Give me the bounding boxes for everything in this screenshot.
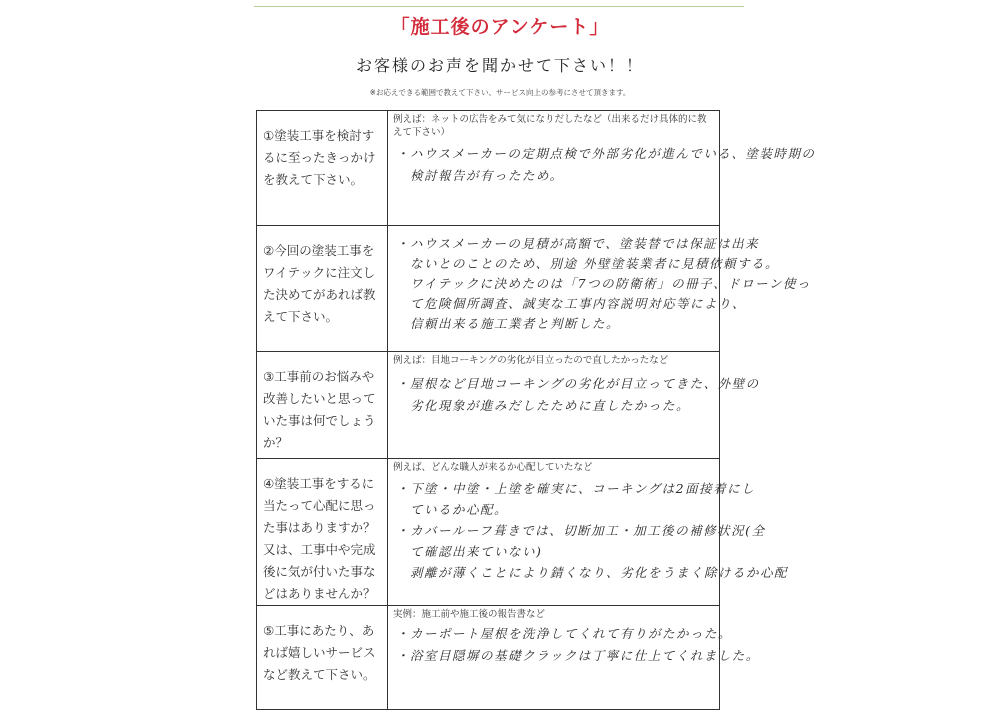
answer-line: ・ハウスメーカーの見積が高額で、塗装替では保証は出来 [396, 236, 760, 251]
answer-line: ・下塗・中塗・上塗を確実に、コーキングは2面接着にし [396, 481, 756, 496]
question-cell: ④塗装工事をするに当たって心配に思った事はありますか？又は、工事中や完成後に気が付いた事などはありませんか？ [257, 459, 388, 606]
answer-line: 検討報告が有ったため。 [396, 168, 564, 183]
question-cell: ⑤工事にあたり、あれば嬉しいサービスなど教えて下さい。 [257, 606, 388, 710]
example-text: 例えば：ネットの広告をみて気になりだしたなど（出来るだけ具体的に教えて下さい） [393, 114, 707, 138]
answer-line: ないとのことのため、別途 外壁塗装業者に見積依頼する。 [396, 256, 779, 271]
answer-cell [388, 352, 760, 459]
answer-line: ・カーポート屋根を洗浄してくれて有りがたかった。 [396, 626, 733, 641]
handwritten-answer [388, 474, 789, 583]
handwritten-answer [388, 226, 811, 334]
survey-table [256, 110, 816, 710]
answer-cell [388, 606, 760, 710]
survey-subtitle: お客様のお声を聞かせて下さい！！ [355, 56, 644, 75]
answer-cell [388, 111, 816, 226]
answer-line: て確認出来ていない) [396, 544, 543, 559]
answer-line: ・カバールーフ葺きでは、切断加工・加工後の補修状況(全 [396, 523, 766, 538]
survey-row-1 [257, 111, 720, 226]
answer-line: 信頼出来る施工業者と判断した。 [396, 316, 621, 331]
answer-line: ・ハウスメーカーの定期点検で外部劣化が進んでいる、塗装時期の [396, 146, 816, 161]
survey-row-5 [257, 606, 720, 710]
question-cell: ①塗装工事を検討するに至ったきっかけを教えて下さい。 [257, 111, 388, 226]
survey-row-3 [257, 352, 720, 459]
survey-note: ※お応えできる範囲で教えて下さい、サービス向上の参考にさせて頂きます。 [369, 88, 631, 97]
answer-line: ・浴室目隠塀の基礎クラックは丁寧に仕上てくれました。 [396, 648, 760, 663]
answer-line: ているか心配。 [396, 502, 509, 517]
answer-line: 劣化現象が進みだしたために直したかった。 [396, 398, 691, 413]
answer-cell [388, 226, 811, 352]
example-text: 例えば：目地コーキングの劣化が目立ったので直したかったなど [393, 355, 669, 366]
answer-cell [388, 459, 789, 606]
survey-title: 「施工後のアンケート」 [390, 16, 610, 38]
example-text: 実例：施工前や施工後の報告書など [393, 609, 546, 620]
handwritten-answer [388, 621, 760, 667]
survey-row-4 [257, 459, 720, 606]
question-cell: ③工事前のお悩みや改善したいと思っていた事は何でしょうか？ [257, 352, 388, 459]
top-divider [254, 6, 744, 7]
handwritten-answer [388, 367, 760, 417]
handwritten-answer [388, 139, 816, 187]
answer-line: ワイテックに決めたのは「7つの防衛術」の冊子、ドローン使っ [396, 276, 811, 291]
example-text: 例えば、どんな職人が来るか心配していたなど [393, 462, 593, 473]
answer-line: 剥離が薄くことにより錆くなり、劣化をうまく除けるか心配 [396, 565, 789, 580]
answer-line: ・屋根など目地コーキングの劣化が目立ってきた、外壁の [396, 376, 760, 391]
question-cell: ②今回の塗装工事をワイテックに注文した決めてがあれば教えて下さい。 [257, 226, 388, 352]
answer-line: て危険個所調査、誠実な工事内容説明対応等により、 [396, 296, 747, 311]
survey-row-2 [257, 226, 720, 352]
survey-sheet [248, 0, 816, 700]
